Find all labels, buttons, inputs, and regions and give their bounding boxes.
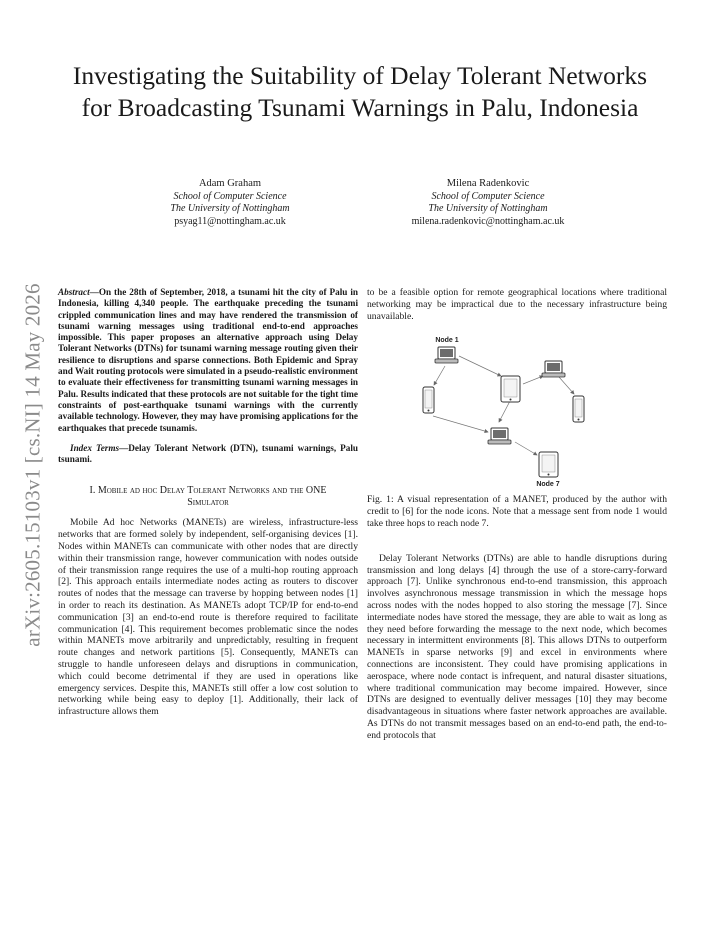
author-univ: The University of Nottingham (428, 203, 548, 214)
body-paragraph: Mobile Ad hoc Networks (MANETs) are wireless, infrastructure-less networks that are formed solely by independent, self-organising devices [1]. Nodes within MANETs can communicate with other nodes that are directly within their transmission range, however communication with nodes outside of their transmission range requires the use of a multi-hop routing approach [2]. This approach entails intermediate nodes acting as routers to discover routes of nodes that the message can traverse by hopping between nodes [1] in order to reach its destination. As MANETs adopt TCP/IP for end-to-end communication [3] an end-to-end route is therefore required to facilitate communication [4]. This requirement becomes problematic since the nodes within MANETs move arbitrarily and unpredictably, resulting in frequent route changes and network partitions [5]. Consequently, MANETs can struggle to handle unforeseen delays and disruptions in communication, which could become detrimental if they are used in operations like emergency services. Despite this, MANETs still offer a low cost solution to networking while being easy to deploy [1]. Additionally, their lack of infrastructure allows them (58, 517, 358, 718)
right-column (367, 287, 667, 742)
manet-figure (367, 332, 667, 490)
phone-icon (423, 387, 434, 413)
author-block-1 (90, 178, 370, 228)
author-email: psyag11@nottingham.ac.uk (174, 215, 286, 227)
tablet-icon (501, 376, 520, 402)
node-1-label: Node 1 (435, 337, 459, 345)
arxiv-sidebar-stamp (20, 270, 46, 660)
section-heading: I. Mobile ad hoc Delay Tolerant Networks and the ONE Simulator (89, 485, 327, 509)
body-paragraph: Delay Tolerant Networks (DTNs) are able to handle disruptions during transmission and long delays [4] through the use of a store-carry-forward approach [7]. Unlike synchronous end-to-end transmission, this approach involves asynchronous message transmission in which the message hops across nodes with the nodes hopped to also storing the message [7]. Since intermediate nodes have stored the message, they are able to wait as long as they need before forwarding the message to the next node, which becomes necessary in intermittent environments [8]. This allows DTNs to outperform MANETs in sparse networks [9] and excel in environments where connections are inconsistent. They could have promising applications in aerospace, where node contact is infrequent, and natural disaster situations, where traditional communication may become impaired. However, since DTNs are designed to eventually deliver messages [10] they may become disadvantageous in situations where faster network approaches are available. As DTNs do not transmit messages based on an end-to-end path, the end-to-end protocols that (367, 552, 667, 741)
author-dept: School of Computer Science (173, 190, 287, 202)
body-paragraph-continuation: to be a feasible option for remote geographical locations where traditional networking may be impractical due to the necessary infrastructure being unavailable. (367, 287, 667, 322)
laptop-icon (488, 428, 511, 444)
abstract (58, 287, 358, 434)
laptop-icon (542, 361, 565, 377)
index-terms-lead: Index Terms (70, 442, 120, 453)
author-block-2 (348, 178, 628, 228)
arxiv-id: arXiv:2605.15103v1 [cs.NI] 14 May 2026 (20, 283, 45, 647)
author-email: milena.radenkovic@nottingham.ac.uk (411, 215, 565, 227)
phone-icon (573, 396, 584, 422)
index-terms-text: —Delay Tolerant Network (DTN), tsunami warnings, Palu tsunami. (58, 442, 358, 465)
index-terms (58, 443, 358, 466)
author-dept: School of Computer Science (431, 190, 545, 202)
author-name: Milena Radenkovic (446, 178, 530, 189)
paper-title: Investigating the Suitability of Delay Tolerant Networks for Broadcasting Tsunami Warnings in Palu, Indonesia (72, 61, 648, 122)
author-univ: The University of Nottingham (170, 203, 290, 214)
left-column (58, 287, 358, 718)
abstract-text: —On the 28th of September, 2018, a tsunami hit the city of Palu in Indonesia, killing 4,340 people. The earthquake preceding the tsunami crippled communication lines and may have rendered the transmission of tsunami warning messages using traditional end-to-end approaches impossible. This paper proposes an alternative approach using Delay Tolerant Networks (DTNs) for tsunami warning message routing given their resilience to disruptions and sparse connections. Both Epidemic and Spray and Wait routing protocols were simulated in a pseudo-realistic environment to evaluate their effectiveness for transmitting tsunami warning messages in Palu. Results indicated that these protocols are not suitable for the tight time constraints of post-earthquake tsunami warnings with the currently available technology. However, they may have promising applications for the earthquakes that precede tsunamis. (58, 287, 358, 433)
author-name: Adam Graham (198, 178, 262, 189)
manet-diagram (367, 332, 667, 490)
laptop-icon (435, 347, 458, 363)
figure-caption: Fig. 1: A visual representation of a MANET, produced by the author with credit to [6] for the node icons. Note that a message sent from node 1 would take three hops to reach node 7. (367, 494, 667, 529)
abstract-lead: Abstract (58, 287, 90, 297)
node-7-label: Node 7 (536, 481, 560, 489)
tablet-icon (539, 452, 558, 477)
